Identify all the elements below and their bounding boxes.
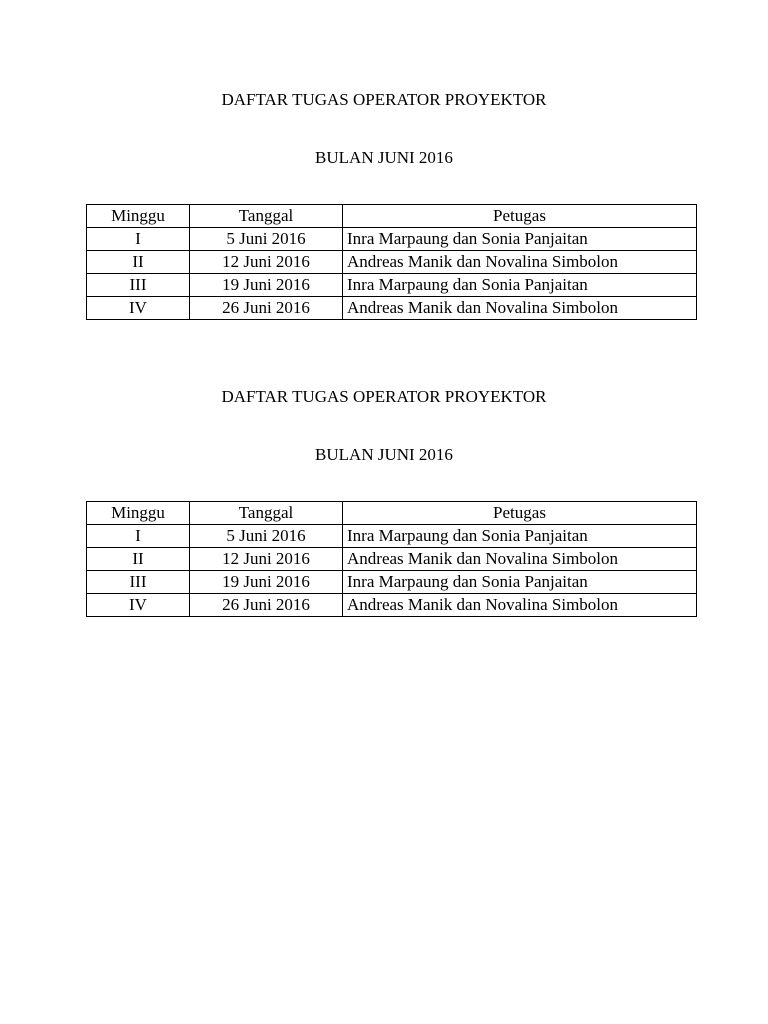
- cell-minggu: IV: [87, 594, 190, 617]
- cell-minggu: IV: [87, 297, 190, 320]
- document-subtitle: BULAN JUNI 2016: [315, 148, 453, 167]
- cell-minggu: I: [87, 525, 190, 548]
- cell-petugas: Andreas Manik dan Novalina Simbolon: [343, 297, 697, 320]
- cell-petugas: Andreas Manik dan Novalina Simbolon: [343, 548, 697, 571]
- table-row: [87, 274, 697, 297]
- schedule-table: [86, 501, 697, 617]
- cell-minggu: III: [87, 571, 190, 594]
- table-row: [87, 251, 697, 274]
- cell-tanggal: 26 Juni 2016: [190, 594, 343, 617]
- cell-petugas: Andreas Manik dan Novalina Simbolon: [343, 251, 697, 274]
- column-header-tanggal: Tanggal: [190, 502, 343, 525]
- cell-minggu: I: [87, 228, 190, 251]
- column-header-petugas: Petugas: [343, 502, 697, 525]
- document-title: DAFTAR TUGAS OPERATOR PROYEKTOR: [221, 90, 547, 109]
- cell-minggu: II: [87, 251, 190, 274]
- cell-tanggal: 5 Juni 2016: [190, 228, 343, 251]
- table-header-row: [87, 502, 697, 525]
- table-row: [87, 571, 697, 594]
- column-header-petugas: Petugas: [343, 205, 697, 228]
- cell-tanggal: 12 Juni 2016: [190, 548, 343, 571]
- cell-tanggal: 5 Juni 2016: [190, 525, 343, 548]
- cell-tanggal: 19 Juni 2016: [190, 571, 343, 594]
- document-title: DAFTAR TUGAS OPERATOR PROYEKTOR: [221, 387, 547, 406]
- cell-petugas: Inra Marpaung dan Sonia Panjaitan: [343, 228, 697, 251]
- cell-petugas: Andreas Manik dan Novalina Simbolon: [343, 594, 697, 617]
- table-row: [87, 548, 697, 571]
- cell-petugas: Inra Marpaung dan Sonia Panjaitan: [343, 525, 697, 548]
- cell-tanggal: 26 Juni 2016: [190, 297, 343, 320]
- cell-petugas: Inra Marpaung dan Sonia Panjaitan: [343, 274, 697, 297]
- table-row: [87, 297, 697, 320]
- cell-tanggal: 19 Juni 2016: [190, 274, 343, 297]
- cell-minggu: II: [87, 548, 190, 571]
- table-row: [87, 228, 697, 251]
- column-header-minggu: Minggu: [87, 205, 190, 228]
- cell-tanggal: 12 Juni 2016: [190, 251, 343, 274]
- schedule-table: [86, 204, 697, 320]
- cell-petugas: Inra Marpaung dan Sonia Panjaitan: [343, 571, 697, 594]
- column-header-minggu: Minggu: [87, 502, 190, 525]
- document-subtitle: BULAN JUNI 2016: [315, 445, 453, 464]
- table-row: [87, 525, 697, 548]
- cell-minggu: III: [87, 274, 190, 297]
- table-header-row: [87, 205, 697, 228]
- table-row: [87, 594, 697, 617]
- column-header-tanggal: Tanggal: [190, 205, 343, 228]
